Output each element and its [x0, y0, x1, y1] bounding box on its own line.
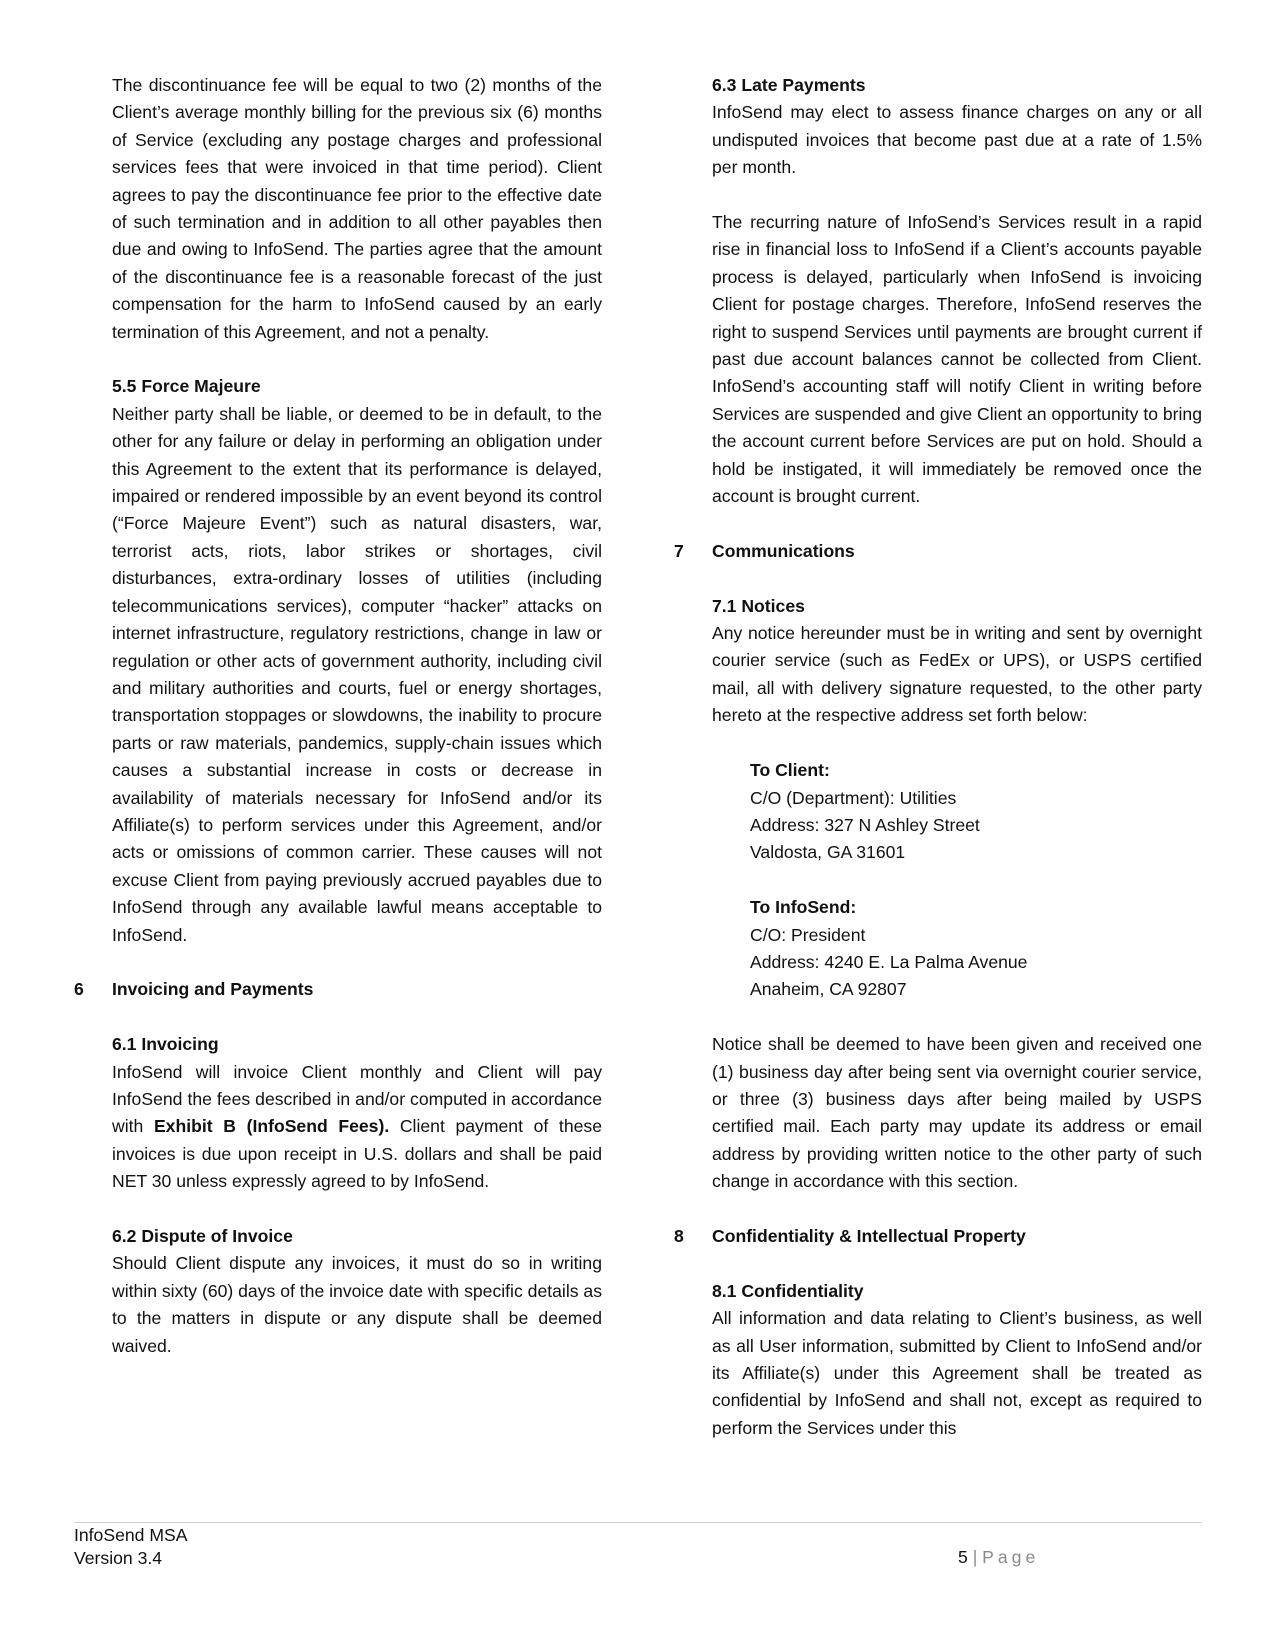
- infosend-address-line: C/O: President: [750, 924, 866, 945]
- section-6-title: Invoicing and Payments: [112, 979, 314, 1000]
- section-8-title: Confidentiality & Intellectual Property: [712, 1225, 1026, 1246]
- heading-7-1-notices: 7.1 Notices: [712, 595, 805, 616]
- notices-paragraph: Any notice hereunder must be in writing and sent by overnight courier service (such as FedEx or UPS), or USPS certified mail, all with delivery signature requested, to the other party hereto at the respective address set forth below:: [712, 623, 1202, 726]
- client-address-block: [750, 757, 1202, 867]
- confidentiality-paragraph: All information and data relating to Client’s business, as well as all User information, submitted by Client to InfoSend and/or its Affiliate(s) under this Agreement shall be treated as confidential by InfoSend and shall not, except as required to perform the Services under this: [712, 1308, 1202, 1438]
- force-majeure-paragraph: Neither party shall be liable, or deemed to be in default, to the other for any failure or delay in performing an obligation under this Agreement to the extent that its performance is delayed, impaired or rendered impossible by an event beyond its control (“Force Majeure Event”) such as natural disasters, war, terrorist acts, riots, labor strikes or shortages, civil disturbances, extra-ordinary losses of utilities (including telecommunications services), computer “hacker” attacks on internet infrastructure, regulatory restrictions, change in law or regulation or other acts of government authority, including civil and military authorities and courts, fuel or energy shortages, transportation stoppages or slowdowns, the inability to procure parts or raw materials, pandemics, supply-chain issues which causes a substantial increase in costs or decrease in availability of materials necessary for InfoSend and/or its Affiliate(s) to perform services under this Agreement, and/or acts or omissions of common carrier. These causes will not excuse Client from paying previously accrued payables due to InfoSend through any available lawful means acceptable to InfoSend.: [112, 403, 602, 945]
- page-number: 5: [958, 1547, 968, 1567]
- heading-6-2-dispute: 6.2 Dispute of Invoice: [112, 1226, 293, 1246]
- section-8-number: 8: [674, 1225, 684, 1246]
- section-6-heading: [74, 976, 602, 1003]
- heading-5-5-force-majeure: 5.5 Force Majeure: [112, 376, 261, 397]
- footer-document-info: [74, 1524, 187, 1570]
- heading-8-1-confidentiality: 8.1 Confidentiality: [712, 1280, 864, 1301]
- infosend-address-heading: To InfoSend:: [750, 897, 857, 918]
- section-7-title: Communications: [712, 540, 855, 561]
- section-7-heading: [674, 538, 1202, 565]
- section-7-number: 7: [674, 540, 684, 561]
- footer-document-name: InfoSend MSA: [74, 1525, 188, 1545]
- client-address-heading: To Client:: [750, 760, 830, 781]
- footer-page-indicator: [958, 1546, 1039, 1569]
- client-address-line: C/O (Department): Utilities: [750, 787, 957, 808]
- section-6-number: 6: [74, 979, 84, 1000]
- infosend-address-line: Anaheim, CA 92807: [750, 979, 907, 1000]
- heading-6-1-invoicing: 6.1 Invoicing: [112, 1034, 219, 1055]
- invoicing-paragraph: [112, 1059, 602, 1196]
- late-payments-paragraph-2: The recurring nature of InfoSend’s Services result in a rapid rise in financial loss to InfoSend if a Client’s accounts payable process is delayed, particularly when InfoSend is invoicing Client for postage charges. Therefore, InfoSend reserves the right to suspend Services until payments are brought current if past due account balances cannot be collected from Client. InfoSend’s accounting staff will notify Client in writing before Services are suspended and give Client an opportunity to bring the account current before Services are put on hold. Should a hold be instigated, it will immediately be removed once the account is brought current.: [712, 212, 1202, 507]
- right-column: [674, 72, 1202, 1442]
- infosend-address-line: Address: 4240 E. La Palma Avenue: [750, 951, 1028, 972]
- footer-divider: [74, 1522, 1202, 1523]
- invoicing-text-a: InfoSend will invoice Client monthly and Client will pay InfoSend the fees described in and/or computed in accordance with: [112, 1061, 602, 1137]
- exhibit-b-reference: Exhibit B (InfoSend Fees).: [153, 1116, 390, 1137]
- page-word: Page: [982, 1547, 1040, 1567]
- heading-6-3-late-payments: 6.3 Late Payments: [712, 75, 866, 95]
- footer-version: Version 3.4: [74, 1548, 163, 1568]
- infosend-address-block: [750, 894, 1202, 1004]
- left-column: [74, 72, 602, 1360]
- invoicing-text-b: Client payment of these invoices is due upon receipt in U.S. dollars and shall be paid NET 30 unless expressly agreed to by InfoSend.: [112, 1116, 602, 1192]
- late-payments-paragraph-1: InfoSend may elect to assess finance charges on any or all undisputed invoices that become past due at a rate of 1.5% per month.: [712, 102, 1202, 178]
- page-separator: |: [972, 1547, 978, 1567]
- client-address-line: Valdosta, GA 31601: [750, 842, 906, 863]
- section-8-heading: [674, 1223, 1202, 1250]
- dispute-paragraph: Should Client dispute any invoices, it must do so in writing within sixty (60) days of the invoice date with specific details as to the matters in dispute or any dispute shall be deemed waived.: [112, 1253, 602, 1356]
- client-address-line: Address: 327 N Ashley Street: [750, 814, 980, 835]
- discontinuance-paragraph: The discontinuance fee will be equal to two (2) months of the Client’s average monthly billing for the previous six (6) months of Service (excluding any postage charges and professional services fees that were invoiced in that time period). Client agrees to pay the discontinuance fee prior to the effective date of such termination and in addition to all other payables then due and owing to InfoSend. The parties agree that the amount of the discontinuance fee is a reasonable forecast of the just compensation for the harm to InfoSend caused by an early termination of this Agreement, and not a penalty.: [112, 75, 602, 342]
- notice-deemed-paragraph: Notice shall be deemed to have been given and received one (1) business day after being sent via overnight courier service, or three (3) business days after being mailed by USPS certified mail. Each party may update its address or email address by providing written notice to the other party of such change in accordance with this section.: [712, 1034, 1202, 1192]
